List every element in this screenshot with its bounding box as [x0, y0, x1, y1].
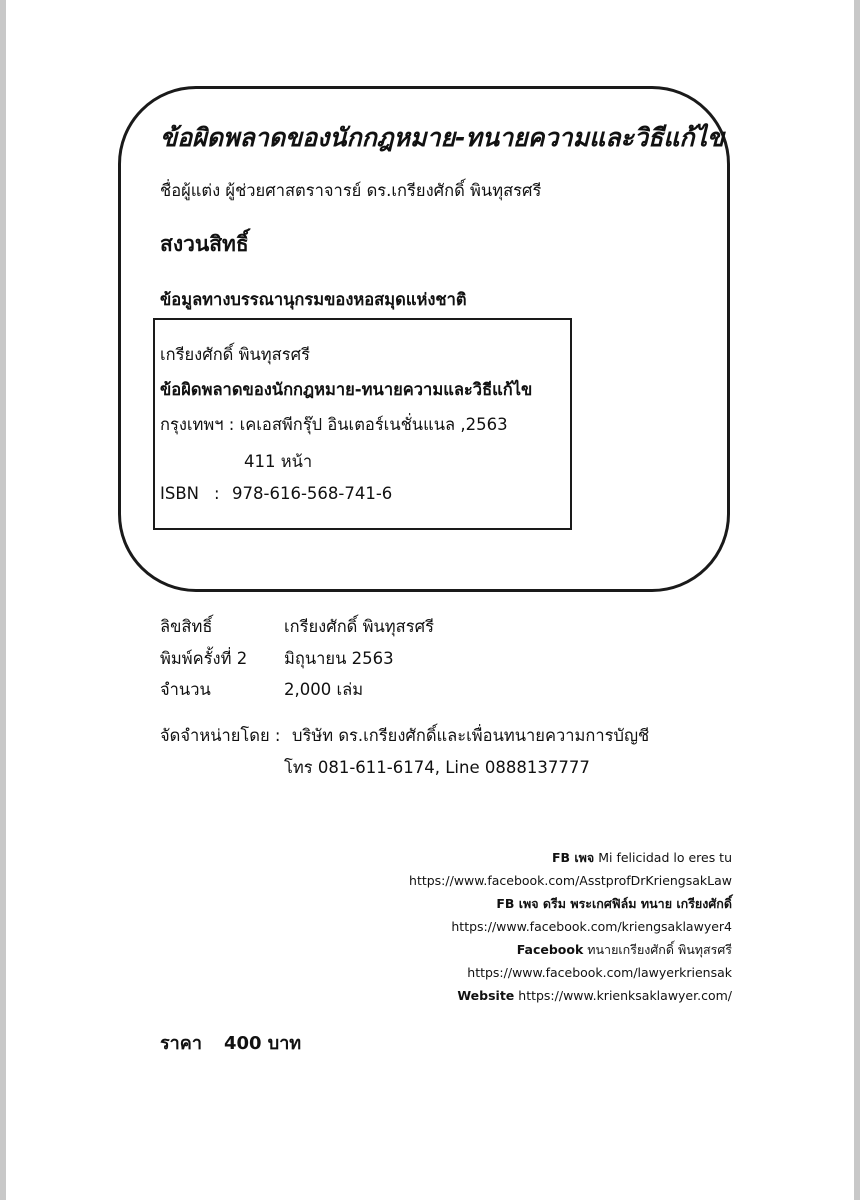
- copyright-value: เกรียงศักดิ์ พินทุสรศรี: [284, 617, 434, 636]
- cip-title: ข้อผิดพลาดของนักกฎหมาย-ทนายความและวิธีแก้ไข: [160, 380, 533, 399]
- edition-label: พิมพ์ครั้งที่ 2: [160, 649, 248, 668]
- copyright-label: ลิขสิทธิ์: [160, 617, 213, 636]
- cip-isbn-separator: :: [214, 484, 220, 503]
- rights-reserved-heading: สงวนสิทธิ์: [160, 232, 249, 256]
- edition-value: มิถุนายน 2563: [284, 649, 394, 668]
- social-links: [409, 846, 732, 1007]
- cip-pages: 411 หน้า: [244, 452, 313, 471]
- link-line-5: [409, 938, 732, 961]
- cip-isbn-label: ISBN: [160, 484, 200, 503]
- distributor-contact: โทร 081-611-6174, Line 0888137777: [284, 758, 590, 777]
- link-line-1: [409, 846, 732, 869]
- cip-isbn-value: 978-616-568-741-6: [232, 484, 393, 503]
- link-line-3: [409, 892, 732, 915]
- website-url[interactable]: https://www.krienksaklawyer.com/: [518, 988, 732, 1003]
- price-amount: 400 บาท: [223, 1033, 302, 1054]
- link-line-4[interactable]: [409, 915, 732, 938]
- link-text: ทนายเกรียงศักดิ์ พินทุสรศรี: [587, 942, 732, 957]
- book-title: ข้อผิดพลาดของนักกฎหมาย-ทนายความและวิธีแก้ไข: [160, 123, 725, 152]
- cip-heading: ข้อมูลทางบรรณานุกรมของหอสมุดแห่งชาติ: [160, 290, 467, 309]
- copies-value: 2,000 เล่ม: [284, 680, 364, 699]
- link-prefix: FB เพจ: [551, 850, 595, 865]
- cip-publisher: กรุงเทพฯ : เคเอสพีกรุ๊ป อินเตอร์เนชั่นแนล ,2563: [160, 415, 508, 434]
- link-prefix: Facebook: [516, 942, 584, 957]
- link-line-6[interactable]: [409, 961, 732, 984]
- copies-label: จำนวน: [160, 680, 211, 699]
- price: [160, 1028, 301, 1057]
- cip-author: เกรียงศักดิ์ พินทุสรศรี: [160, 345, 310, 364]
- distributor-company: บริษัท ดร.เกรียงศักดิ์และเพื่อนทนายความการบัญชี: [292, 726, 650, 745]
- price-label: ราคา: [160, 1033, 202, 1054]
- link-prefix: Website: [457, 988, 515, 1003]
- facebook-url[interactable]: https://www.facebook.com/lawyerkriensak: [467, 965, 732, 980]
- facebook-url[interactable]: https://www.facebook.com/kriengsaklawyer4: [451, 919, 732, 934]
- distributor-label: จัดจำหน่ายโดย :: [160, 726, 281, 745]
- link-text: Mi felicidad lo eres tu: [598, 850, 732, 865]
- facebook-url[interactable]: https://www.facebook.com/AsstprofDrKriengsakLaw: [409, 873, 732, 888]
- link-line-7[interactable]: [409, 984, 732, 1007]
- link-line-2[interactable]: [409, 869, 732, 892]
- author-line: ชื่อผู้แต่ง ผู้ช่วยศาสตราจารย์ ดร.เกรียงศักดิ์ พินทุสรศรี: [160, 181, 542, 200]
- link-prefix: FB เพจ ดรีม พระเกศฟิล์ม ทนาย เกรียงศักดิ์: [496, 896, 732, 911]
